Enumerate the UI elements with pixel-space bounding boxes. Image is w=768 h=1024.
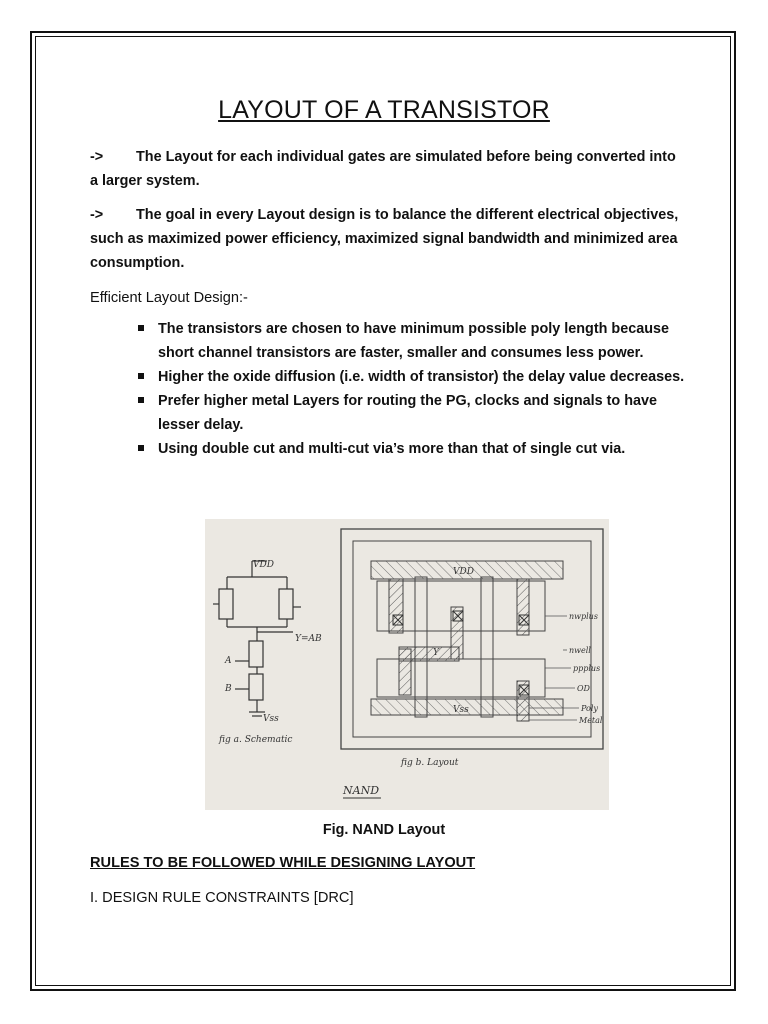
layout-caption: fig b. Layout [401, 758, 459, 768]
output-label: Y=AB [295, 634, 322, 644]
layout-vss-label: Vss [453, 705, 469, 715]
nand-drawing [205, 519, 609, 810]
vdd-label: VDD [253, 560, 274, 570]
arrow-marker: -> [90, 207, 104, 223]
paragraph-text: The Layout for each individual gates are simulated before being converted into a larger system. [90, 149, 676, 189]
list-item: Higher the oxide diffusion (i.e. width of transistor) the delay value decreases. [136, 365, 686, 389]
schematic-caption: fig a. Schematic [219, 735, 293, 745]
nand-label: NAND [343, 784, 380, 797]
bullet-icon [138, 445, 144, 451]
side-label: nwell [569, 646, 591, 655]
bullet-icon [138, 373, 144, 379]
side-label: nwplus [569, 612, 598, 621]
paragraph-1 [90, 145, 680, 193]
side-label: Poly [581, 704, 598, 713]
bullet-icon [138, 325, 144, 331]
y-label: Y [433, 648, 439, 658]
arrow-marker: -> [90, 149, 104, 165]
side-label: Metal [579, 716, 603, 725]
paragraph-text: The goal in every Layout design is to balance the different electrical objectives, such as maximized power efficiency, maximized signal bandwidth and minimized area consumption. [90, 207, 679, 271]
bullet-icon [138, 397, 144, 403]
subsection-heading: I. DESIGN RULE CONSTRAINTS [DRC] [90, 890, 354, 906]
list-item: Prefer higher metal Layers for routing the PG, clocks and signals to have lesser delay. [136, 389, 686, 437]
bullet-list [136, 317, 686, 461]
layout-vdd-label: VDD [453, 567, 474, 577]
figure-caption: Fig. NAND Layout [322, 822, 446, 838]
input-b-label: B [225, 684, 232, 694]
section-heading: Efficient Layout Design:- [90, 290, 248, 306]
side-label: OD [577, 684, 590, 693]
rules-heading: RULES TO BE FOLLOWED WHILE DESIGNING LAYOUT [90, 855, 476, 871]
vss-label: Vss [263, 714, 279, 724]
side-label: ppplus [573, 664, 601, 673]
page-title: LAYOUT OF A TRANSISTOR [218, 96, 550, 124]
list-item: The transistors are chosen to have minimum possible poly length because short channel transistors are faster, smaller and consumes less power. [136, 317, 686, 365]
input-a-label: A [225, 656, 232, 666]
paragraph-2 [90, 203, 680, 275]
list-item: Using double cut and multi-cut via’s more than that of single cut via. [136, 437, 686, 461]
nand-figure-photo [205, 519, 609, 810]
